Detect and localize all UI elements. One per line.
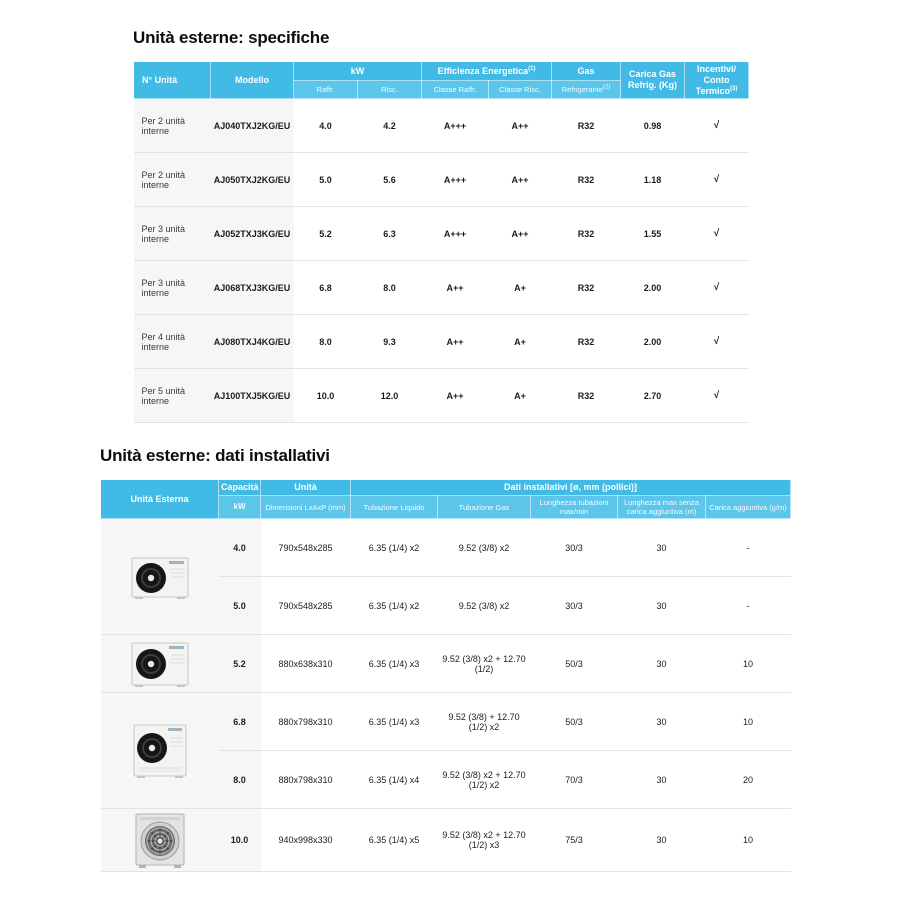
install-table <box>100 479 791 872</box>
table-row <box>134 99 749 153</box>
cell-lunghezza-max: 30 <box>618 751 706 809</box>
cell-tubazione-liquido: 6.35 (1/4) x3 <box>351 635 438 693</box>
cell-n-unita: Per 2 unità interne <box>134 99 211 153</box>
cell-gas: R32 <box>552 261 621 315</box>
col-subheader-tubazione-liquido: Tubazione Liquido <box>351 496 438 519</box>
cell-unit-image <box>101 693 219 809</box>
col-group-kw: kW <box>294 62 422 81</box>
cell-tubazione-liquido: 6.35 (1/4) x5 <box>351 809 438 872</box>
cell-gas: R32 <box>552 369 621 423</box>
table-row <box>134 369 749 423</box>
cell-tubazione-liquido: 6.35 (1/4) x2 <box>351 577 438 635</box>
cell-incentivi-check: √ <box>685 207 749 261</box>
col-subheader-kw: kW <box>219 496 261 519</box>
cell-n-unita: Per 2 unità interne <box>134 153 211 207</box>
col-group-capacita: Capacità <box>219 480 261 496</box>
cell-lunghezza-max: 30 <box>618 577 706 635</box>
col-subheader-dimensioni: Dimensioni LxAxP (mm) <box>261 496 351 519</box>
col-group-gas: Gas <box>552 62 621 81</box>
cell-classe-risc: A++ <box>489 207 552 261</box>
cell-lunghezza-tubazioni: 50/3 <box>531 693 618 751</box>
cell-n-unita: Per 3 unità interne <box>134 261 211 315</box>
cell-classe-raffr: A+++ <box>422 207 489 261</box>
cell-tubazione-liquido: 6.35 (1/4) x4 <box>351 751 438 809</box>
cell-tubazione-liquido: 6.35 (1/4) x2 <box>351 519 438 577</box>
cell-tubazione-gas: 9.52 (3/8) x2 + 12.70 (1/2) x2 <box>438 751 531 809</box>
cell-carica: 2.00 <box>621 261 685 315</box>
cell-kw-risc: 5.6 <box>358 153 422 207</box>
cell-carica-aggiuntiva: - <box>706 577 791 635</box>
cell-lunghezza-max: 30 <box>618 519 706 577</box>
cell-incentivi-check: √ <box>685 261 749 315</box>
cell-modello: AJ080TXJ4KG/EU <box>211 315 294 369</box>
cell-kw-risc: 4.2 <box>358 99 422 153</box>
outdoor-unit-image <box>129 639 191 689</box>
col-subheader-classe-risc: Classe Risc. <box>489 81 552 99</box>
specs-table <box>133 61 749 423</box>
cell-lunghezza-max: 30 <box>618 809 706 872</box>
cell-gas: R32 <box>552 153 621 207</box>
cell-classe-raffr: A++ <box>422 369 489 423</box>
cell-classe-risc: A++ <box>489 99 552 153</box>
cell-capacita: 5.2 <box>219 635 261 693</box>
cell-lunghezza-tubazioni: 75/3 <box>531 809 618 872</box>
cell-capacita: 4.0 <box>219 519 261 577</box>
cell-modello: AJ050TXJ2KG/EU <box>211 153 294 207</box>
cell-classe-risc: A+ <box>489 369 552 423</box>
table-row <box>101 693 791 751</box>
cell-dimensioni: 880x798x310 <box>261 751 351 809</box>
table-row <box>101 809 791 872</box>
cell-gas: R32 <box>552 315 621 369</box>
col-subheader-risc: Risc. <box>358 81 422 99</box>
cell-carica-aggiuntiva: 20 <box>706 751 791 809</box>
cell-capacita: 5.0 <box>219 577 261 635</box>
cell-modello: AJ052TXJ3KG/EU <box>211 207 294 261</box>
cell-tubazione-liquido: 6.35 (1/4) x3 <box>351 693 438 751</box>
col-subheader-raffr: Raffr. <box>294 81 358 99</box>
outdoor-unit-image <box>129 553 191 601</box>
cell-unit-image <box>101 519 219 635</box>
cell-carica-aggiuntiva: 10 <box>706 809 791 872</box>
footnote-ref: (1) <box>528 65 536 72</box>
footnote-ref: (2) <box>602 84 611 91</box>
table-row <box>101 635 791 693</box>
cell-tubazione-gas: 9.52 (3/8) x2 + 12.70 (1/2) <box>438 635 531 693</box>
outdoor-unit-image <box>132 811 188 869</box>
cell-unit-image <box>101 635 219 693</box>
cell-incentivi-check: √ <box>685 153 749 207</box>
cell-kw-raffr: 4.0 <box>294 99 358 153</box>
cell-incentivi-check: √ <box>685 99 749 153</box>
cell-modello: AJ100TXJ5KG/EU <box>211 369 294 423</box>
cell-classe-raffr: A+++ <box>422 153 489 207</box>
cell-carica: 2.00 <box>621 315 685 369</box>
cell-capacita: 10.0 <box>219 809 261 872</box>
cell-dimensioni: 790x548x285 <box>261 519 351 577</box>
outdoor-unit-image <box>131 722 189 780</box>
cell-classe-risc: A++ <box>489 153 552 207</box>
col-group-unita: Unità <box>261 480 351 496</box>
cell-n-unita: Per 5 unità interne <box>134 369 211 423</box>
table-row <box>134 153 749 207</box>
cell-kw-raffr: 10.0 <box>294 369 358 423</box>
col-header-incentivi: Incentivi/ Conto Termico$^{(3)}$ <box>685 62 749 99</box>
cell-tubazione-gas: 9.52 (3/8) + 12.70 (1/2) x2 <box>438 693 531 751</box>
cell-kw-risc: 6.3 <box>358 207 422 261</box>
cell-lunghezza-tubazioni: 30/3 <box>531 519 618 577</box>
cell-gas: R32 <box>552 207 621 261</box>
cell-tubazione-gas: 9.52 (3/8) x2 <box>438 577 531 635</box>
col-group-dati-installativi: Dati installativi [ø, mm (pollici)] <box>351 480 791 496</box>
table-row <box>134 315 749 369</box>
cell-unit-image <box>101 809 219 872</box>
cell-incentivi-check: √ <box>685 315 749 369</box>
cell-carica-aggiuntiva: 10 <box>706 635 791 693</box>
cell-kw-risc: 12.0 <box>358 369 422 423</box>
cell-classe-raffr: A++ <box>422 261 489 315</box>
col-subheader-carica-aggiuntiva: Carica aggiuntiva (g/m) <box>706 496 791 519</box>
cell-gas: R32 <box>552 99 621 153</box>
table-row <box>134 261 749 315</box>
cell-carica: 1.18 <box>621 153 685 207</box>
cell-lunghezza-max: 30 <box>618 693 706 751</box>
cell-dimensioni: 880x798x310 <box>261 693 351 751</box>
section-title-specifiche: Unità esterne: specifiche <box>133 28 330 47</box>
col-header-carica-gas: Carica Gas Refrig. (Kg) <box>621 62 685 99</box>
cell-carica: 1.55 <box>621 207 685 261</box>
cell-kw-raffr: 5.0 <box>294 153 358 207</box>
section-title-dati-installativi: Unità esterne: dati installativi <box>100 446 330 465</box>
cell-classe-risc: A+ <box>489 261 552 315</box>
cell-lunghezza-tubazioni: 50/3 <box>531 635 618 693</box>
cell-classe-risc: A+ <box>489 315 552 369</box>
col-subheader-refrigerante: Refrigerante$^{(2)}$ <box>552 81 621 99</box>
cell-lunghezza-max: 30 <box>618 635 706 693</box>
section-specifiche <box>133 28 748 423</box>
col-header-n-unita: N° Unità <box>134 62 211 99</box>
cell-dimensioni: 790x548x285 <box>261 577 351 635</box>
cell-carica: 0.98 <box>621 99 685 153</box>
cell-capacita: 6.8 <box>219 693 261 751</box>
cell-carica-aggiuntiva: - <box>706 519 791 577</box>
cell-modello: AJ040TXJ2KG/EU <box>211 99 294 153</box>
cell-tubazione-gas: 9.52 (3/8) x2 + 12.70 (1/2) x3 <box>438 809 531 872</box>
col-subheader-tubazione-gas: Tubazione Gas <box>438 496 531 519</box>
cell-kw-risc: 9.3 <box>358 315 422 369</box>
cell-lunghezza-tubazioni: 70/3 <box>531 751 618 809</box>
cell-classe-raffr: A++ <box>422 315 489 369</box>
col-subheader-lunghezza-tubazioni: Lunghezza tubazioni max/min <box>531 496 618 519</box>
col-subheader-classe-raffr: Classe Raffr. <box>422 81 489 99</box>
col-subheader-lunghezza-max: Lunghezza max senza carica aggiuntiva (m) <box>618 496 706 519</box>
cell-capacita: 8.0 <box>219 751 261 809</box>
cell-kw-raffr: 8.0 <box>294 315 358 369</box>
table-row <box>101 519 791 577</box>
cell-modello: AJ068TXJ3KG/EU <box>211 261 294 315</box>
cell-n-unita: Per 3 unità interne <box>134 207 211 261</box>
footnote-ref: (3) <box>730 85 738 92</box>
table-row <box>134 207 749 261</box>
cell-dimensioni: 880x638x310 <box>261 635 351 693</box>
cell-classe-raffr: A+++ <box>422 99 489 153</box>
cell-lunghezza-tubazioni: 30/3 <box>531 577 618 635</box>
cell-kw-raffr: 5.2 <box>294 207 358 261</box>
cell-carica: 2.70 <box>621 369 685 423</box>
cell-kw-risc: 8.0 <box>358 261 422 315</box>
cell-dimensioni: 940x998x330 <box>261 809 351 872</box>
col-header-unita-esterna: Unità Esterna <box>101 480 219 519</box>
col-group-efficienza-energetica: Efficienza Energetica$^{(1)}$ <box>422 62 552 81</box>
cell-carica-aggiuntiva: 10 <box>706 693 791 751</box>
col-header-modello: Modello <box>211 62 294 99</box>
cell-tubazione-gas: 9.52 (3/8) x2 <box>438 519 531 577</box>
cell-n-unita: Per 4 unità interne <box>134 315 211 369</box>
cell-kw-raffr: 6.8 <box>294 261 358 315</box>
cell-incentivi-check: √ <box>685 369 749 423</box>
section-dati-installativi <box>100 446 790 872</box>
